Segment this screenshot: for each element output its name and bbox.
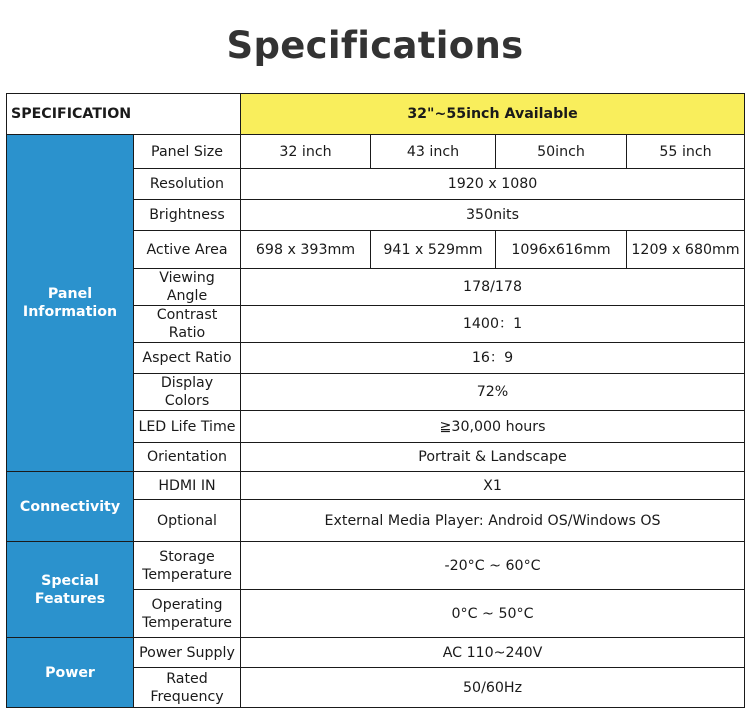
row-label: Operating Temperature bbox=[134, 590, 241, 638]
category-power: Power bbox=[7, 638, 134, 708]
cell-value: 941 x 529mm bbox=[371, 231, 496, 269]
row-label: Panel Size bbox=[134, 135, 241, 169]
row-label: Orientation bbox=[134, 443, 241, 472]
category-connectivity: Connectivity bbox=[7, 472, 134, 542]
cell-value: X1 bbox=[241, 472, 745, 500]
row-label: HDMI IN bbox=[134, 472, 241, 500]
row-label: Contrast Ratio bbox=[134, 306, 241, 343]
cell-value: 350nits bbox=[241, 200, 745, 231]
cell-value: 50/60Hz bbox=[241, 668, 745, 708]
cell-value: -20°C ~ 60°C bbox=[241, 542, 745, 590]
row-label: Optional bbox=[134, 500, 241, 542]
cell-value: AC 110~240V bbox=[241, 638, 745, 668]
table-row bbox=[7, 542, 745, 590]
category-panel-information: Panel Information bbox=[7, 135, 134, 472]
table-row bbox=[7, 135, 745, 169]
cell-value: 1400：1 bbox=[241, 306, 745, 343]
page-title: Specifications bbox=[226, 24, 524, 67]
table-row bbox=[7, 472, 745, 500]
row-label: Rated Frequency bbox=[134, 668, 241, 708]
cell-value: 1096x616mm bbox=[496, 231, 627, 269]
category-special-features: Special Features bbox=[7, 542, 134, 638]
row-label: Brightness bbox=[134, 200, 241, 231]
cell-value: 55 inch bbox=[627, 135, 745, 169]
cell-value: 0°C ~ 50°C bbox=[241, 590, 745, 638]
spec-table bbox=[6, 93, 745, 708]
row-label: Display Colors bbox=[134, 374, 241, 411]
row-label: Active Area bbox=[134, 231, 241, 269]
spec-header-label: SPECIFICATION bbox=[7, 94, 241, 135]
row-label: Resolution bbox=[134, 169, 241, 200]
row-label: Power Supply bbox=[134, 638, 241, 668]
cell-value: 50inch bbox=[496, 135, 627, 169]
cell-value: External Media Player: Android OS/Windows OS bbox=[241, 500, 745, 542]
cell-value: Portrait & Landscape bbox=[241, 443, 745, 472]
cell-value: 43 inch bbox=[371, 135, 496, 169]
cell-value: ≧30,000 hours bbox=[241, 411, 745, 443]
row-label: LED Life Time bbox=[134, 411, 241, 443]
cell-value: 32 inch bbox=[241, 135, 371, 169]
availability-banner: 32"~55inch Available bbox=[241, 94, 745, 135]
row-label: Storage Temperature bbox=[134, 542, 241, 590]
cell-value: 72% bbox=[241, 374, 745, 411]
row-label: Aspect Ratio bbox=[134, 343, 241, 374]
row-label: Viewing Angle bbox=[134, 269, 241, 306]
header-row bbox=[7, 94, 745, 135]
cell-value: 1209 x 680mm bbox=[627, 231, 745, 269]
cell-value: 1920 x 1080 bbox=[241, 169, 745, 200]
cell-value: 16：9 bbox=[241, 343, 745, 374]
cell-value: 698 x 393mm bbox=[241, 231, 371, 269]
table-row bbox=[7, 638, 745, 668]
cell-value: 178/178 bbox=[241, 269, 745, 306]
